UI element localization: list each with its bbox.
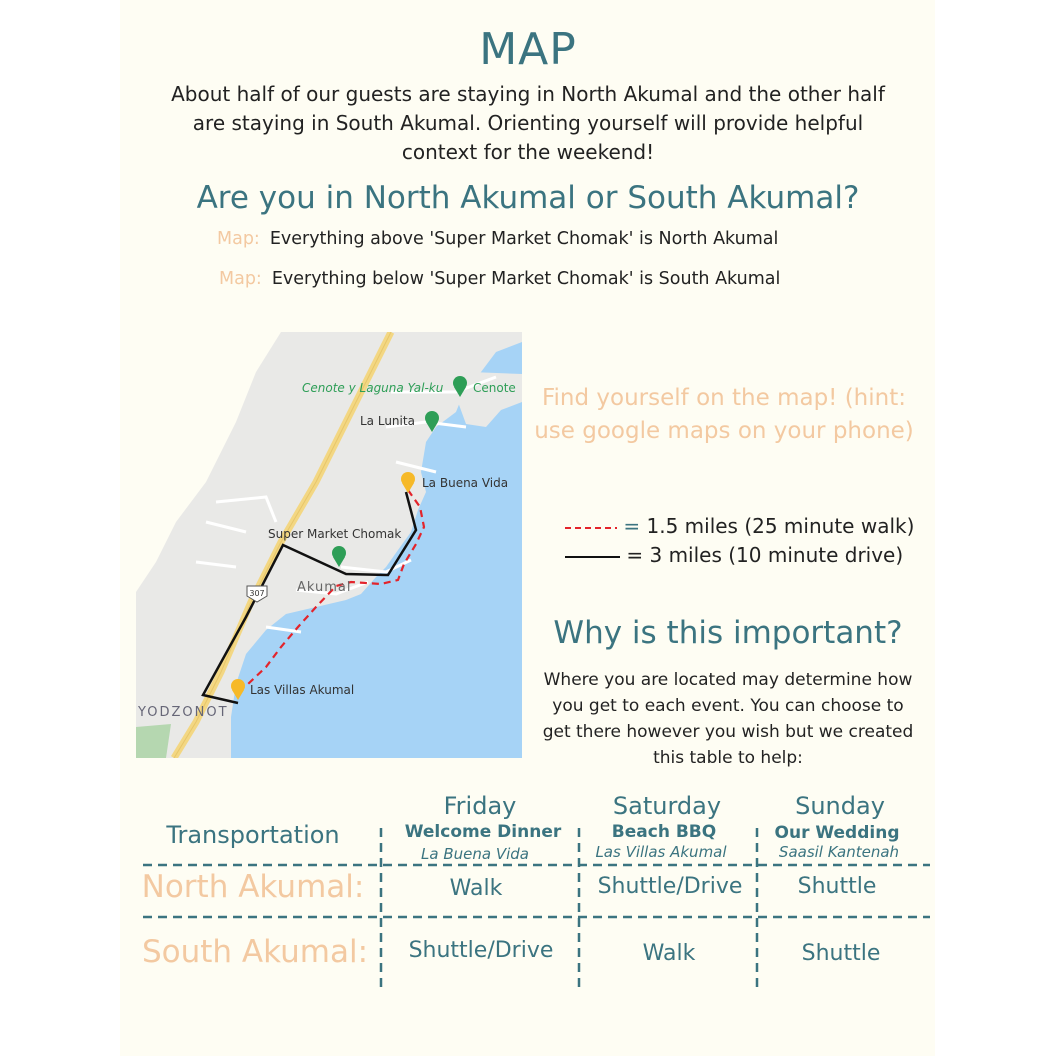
map-label-cenote-laguna: Cenote y Laguna Yal-ku <box>302 381 444 395</box>
map-label-yodzonot: YODZONOT <box>138 705 229 720</box>
map-label-super-market: Super Market Chomak <box>268 527 402 541</box>
map-label-la-buena-vida: La Buena Vida <box>422 476 509 490</box>
table-cell: Walk <box>642 941 696 966</box>
why-heading: Why is this important? <box>553 615 903 651</box>
map-label-la-lunita: La Lunita <box>360 414 415 428</box>
table-cell: Shuttle/Drive <box>597 874 743 899</box>
legend-text: 1.5 miles (25 minute walk) <box>646 514 915 538</box>
why-body: Where you are located may determine how you get to each event. You can choose to get there however you wish but we created this table to help: <box>542 670 914 768</box>
legend-eq: = <box>623 514 641 538</box>
map-note-tag: Map: <box>219 269 262 289</box>
row-label-south: South Akumal: <box>141 934 369 970</box>
map-label-cenote: Cenote <box>473 381 516 395</box>
table-cell: Shuttle/Drive <box>408 938 554 963</box>
table-header-transportation: Transportation <box>166 821 340 849</box>
column-event: Our Wedding <box>774 823 900 843</box>
map-note-text: Everything above 'Super Market Chomak' is North Akumal <box>269 229 779 249</box>
legend-eq: = <box>626 543 644 567</box>
map-label-las-villas: Las Villas Akumal <box>250 683 355 697</box>
find-yourself-hint: Find yourself on the map! (hint: use google maps on your phone) <box>534 385 914 444</box>
column-venue: La Buena Vida <box>421 845 529 863</box>
svg-text:307: 307 <box>249 589 265 598</box>
column-day: Sunday <box>795 792 885 820</box>
map-label-akumal: Akumal <box>297 580 352 595</box>
table-cell: Shuttle <box>797 874 877 899</box>
table-cell: Walk <box>449 876 503 901</box>
row-label-north: North Akumal: <box>141 869 365 905</box>
column-venue: Saasil Kantenah <box>778 843 900 861</box>
page-title: MAP <box>479 24 577 75</box>
column-day: Friday <box>443 792 517 820</box>
column-day: Saturday <box>612 792 722 820</box>
column-event: Welcome Dinner <box>404 822 562 842</box>
orientation-question: Are you in North Akumal or South Akumal? <box>196 180 860 216</box>
map-note-text: Everything below 'Super Market Chomak' is South Akumal <box>271 269 781 289</box>
table-cell: Shuttle <box>801 941 881 966</box>
column-venue: Las Villas Akumal <box>595 843 727 861</box>
map-note-tag: Map: <box>217 229 260 249</box>
legend-text: 3 miles (10 minute drive) <box>649 543 904 567</box>
column-event: Beach BBQ <box>611 822 717 842</box>
intro-paragraph: About half of our guests are staying in North Akumal and the other half are staying in South Akumal. Orienting yourself will provide helpful context for the weekend! <box>171 82 885 164</box>
